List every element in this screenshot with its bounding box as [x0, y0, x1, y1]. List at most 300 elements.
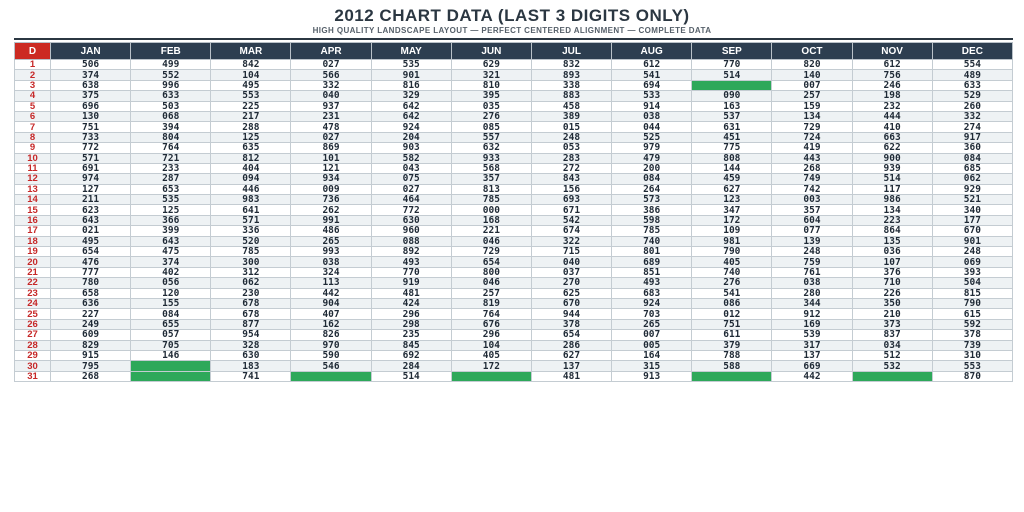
value-cell: 223	[852, 215, 932, 225]
value-cell: 514	[852, 174, 932, 184]
day-label: 19	[15, 247, 51, 257]
value-cell: 104	[451, 340, 531, 350]
day-label: 6	[15, 111, 51, 121]
value-cell: 499	[131, 60, 211, 70]
value-cell: 172	[692, 215, 772, 225]
value-cell: 286	[531, 340, 611, 350]
empty-cell	[291, 371, 371, 381]
day-label: 29	[15, 350, 51, 360]
value-cell: 912	[772, 309, 852, 319]
value-cell: 710	[852, 278, 932, 288]
day-label: 28	[15, 340, 51, 350]
value-cell: 075	[371, 174, 451, 184]
value-cell: 040	[531, 257, 611, 267]
value-cell: 347	[692, 205, 772, 215]
value-cell: 740	[692, 267, 772, 277]
value-cell: 582	[371, 153, 451, 163]
value-cell: 027	[291, 60, 371, 70]
value-cell: 612	[612, 60, 692, 70]
value-cell: 816	[371, 80, 451, 90]
value-cell: 892	[371, 247, 451, 257]
value-cell: 085	[451, 122, 531, 132]
day-label: 7	[15, 122, 51, 132]
value-cell: 539	[772, 330, 852, 340]
value-cell: 257	[451, 288, 531, 298]
value-cell: 283	[531, 153, 611, 163]
value-cell: 328	[211, 340, 291, 350]
value-cell: 721	[131, 153, 211, 163]
value-cell: 156	[531, 184, 611, 194]
value-cell: 249	[51, 319, 131, 329]
value-cell: 546	[291, 361, 371, 371]
value-cell: 038	[612, 111, 692, 121]
value-cell: 843	[531, 174, 611, 184]
value-cell: 924	[612, 298, 692, 308]
value-cell: 084	[932, 153, 1012, 163]
day-label: 26	[15, 319, 51, 329]
value-cell: 568	[451, 163, 531, 173]
value-cell: 163	[692, 101, 772, 111]
value-cell: 419	[772, 143, 852, 153]
value-cell: 140	[772, 70, 852, 80]
value-cell: 084	[612, 174, 692, 184]
table-row	[15, 153, 1013, 163]
value-cell: 248	[772, 247, 852, 257]
value-cell: 121	[291, 163, 371, 173]
value-cell: 979	[612, 143, 692, 153]
table-row	[15, 267, 1013, 277]
value-cell: 012	[692, 309, 772, 319]
value-cell: 883	[531, 91, 611, 101]
value-cell: 296	[451, 330, 531, 340]
value-cell: 537	[692, 111, 772, 121]
value-cell: 504	[932, 278, 1012, 288]
value-cell: 288	[211, 122, 291, 132]
day-label: 11	[15, 163, 51, 173]
day-label: 18	[15, 236, 51, 246]
value-cell: 775	[692, 143, 772, 153]
value-cell: 812	[211, 153, 291, 163]
value-cell: 785	[612, 226, 692, 236]
value-cell: 211	[51, 195, 131, 205]
value-cell: 914	[612, 101, 692, 111]
value-cell: 300	[211, 257, 291, 267]
value-cell: 715	[531, 247, 611, 257]
value-cell: 901	[371, 70, 451, 80]
value-cell: 378	[531, 319, 611, 329]
table-row	[15, 132, 1013, 142]
value-cell: 424	[371, 298, 451, 308]
value-cell: 804	[131, 132, 211, 142]
title-divider	[14, 38, 1013, 40]
value-cell: 357	[772, 205, 852, 215]
value-cell: 046	[451, 236, 531, 246]
value-cell: 671	[531, 205, 611, 215]
value-cell: 733	[51, 132, 131, 142]
table-row	[15, 309, 1013, 319]
value-cell: 627	[531, 350, 611, 360]
value-cell: 749	[772, 174, 852, 184]
table-row	[15, 143, 1013, 153]
value-cell: 038	[772, 278, 852, 288]
table-row	[15, 122, 1013, 132]
empty-cell	[692, 80, 772, 90]
value-cell: 654	[451, 257, 531, 267]
value-cell: 937	[291, 101, 371, 111]
value-cell: 310	[932, 350, 1012, 360]
value-cell: 404	[211, 163, 291, 173]
chart-subtitle: HIGH QUALITY LANDSCAPE LAYOUT — PERFECT CENTERED ALIGNMENT — COMPLETE DATA	[312, 26, 712, 35]
day-label: 14	[15, 195, 51, 205]
value-cell: 761	[772, 267, 852, 277]
value-cell: 043	[371, 163, 451, 173]
month-header-may: MAY	[371, 43, 451, 60]
month-header-mar: MAR	[211, 43, 291, 60]
month-header-jul: JUL	[531, 43, 611, 60]
value-cell: 015	[531, 122, 611, 132]
value-cell: 724	[772, 132, 852, 142]
value-cell: 736	[291, 195, 371, 205]
value-cell: 230	[211, 288, 291, 298]
value-cell: 137	[531, 361, 611, 371]
value-cell: 669	[772, 361, 852, 371]
table-row	[15, 350, 1013, 360]
value-cell: 225	[211, 101, 291, 111]
value-cell: 272	[531, 163, 611, 173]
value-cell: 458	[531, 101, 611, 111]
value-cell: 069	[932, 257, 1012, 267]
value-cell: 820	[772, 60, 852, 70]
month-header-jan: JAN	[51, 43, 131, 60]
value-cell: 257	[772, 91, 852, 101]
month-header-sep: SEP	[692, 43, 772, 60]
day-label: 17	[15, 226, 51, 236]
value-cell: 810	[451, 80, 531, 90]
day-label: 5	[15, 101, 51, 111]
value-cell: 394	[131, 122, 211, 132]
value-cell: 790	[692, 247, 772, 257]
table-row	[15, 70, 1013, 80]
value-cell: 851	[612, 267, 692, 277]
day-label: 9	[15, 143, 51, 153]
value-cell: 553	[211, 91, 291, 101]
value-cell: 159	[772, 101, 852, 111]
empty-cell	[131, 371, 211, 381]
value-cell: 520	[211, 236, 291, 246]
value-cell: 451	[692, 132, 772, 142]
value-cell: 315	[612, 361, 692, 371]
value-cell: 027	[291, 132, 371, 142]
value-cell: 084	[131, 309, 211, 319]
value-cell: 350	[852, 298, 932, 308]
value-cell: 395	[451, 91, 531, 101]
value-cell: 929	[932, 184, 1012, 194]
value-cell: 615	[932, 309, 1012, 319]
value-cell: 109	[692, 226, 772, 236]
value-cell: 248	[531, 132, 611, 142]
value-cell: 525	[612, 132, 692, 142]
value-cell: 641	[211, 205, 291, 215]
value-cell: 630	[211, 350, 291, 360]
value-cell: 446	[211, 184, 291, 194]
value-cell: 172	[451, 361, 531, 371]
value-cell: 062	[932, 174, 1012, 184]
value-cell: 135	[852, 236, 932, 246]
value-cell: 756	[852, 70, 932, 80]
value-cell: 231	[291, 111, 371, 121]
day-label: 20	[15, 257, 51, 267]
table-row	[15, 288, 1013, 298]
day-label: 30	[15, 361, 51, 371]
day-label: 1	[15, 60, 51, 70]
value-cell: 332	[932, 111, 1012, 121]
table-row	[15, 184, 1013, 194]
value-cell: 407	[291, 309, 371, 319]
empty-cell	[692, 371, 772, 381]
value-cell: 232	[852, 101, 932, 111]
value-cell: 654	[51, 247, 131, 257]
value-cell: 062	[211, 278, 291, 288]
value-cell: 678	[211, 309, 291, 319]
value-cell: 924	[371, 122, 451, 132]
value-cell: 795	[51, 361, 131, 371]
value-cell: 226	[852, 288, 932, 298]
value-cell: 532	[852, 361, 932, 371]
month-header-feb: FEB	[131, 43, 211, 60]
value-cell: 374	[131, 257, 211, 267]
value-cell: 336	[211, 226, 291, 236]
value-cell: 035	[451, 101, 531, 111]
value-cell: 077	[772, 226, 852, 236]
value-cell: 643	[131, 236, 211, 246]
value-cell: 981	[692, 236, 772, 246]
value-cell: 960	[371, 226, 451, 236]
day-label: 13	[15, 184, 51, 194]
value-cell: 689	[612, 257, 692, 267]
value-cell: 464	[371, 195, 451, 205]
value-cell: 265	[612, 319, 692, 329]
value-cell: 117	[852, 184, 932, 194]
value-cell: 751	[51, 122, 131, 132]
value-cell: 276	[692, 278, 772, 288]
chart-title: 2012 CHART DATA (LAST 3 DIGITS ONLY)	[334, 6, 690, 25]
table-row	[15, 101, 1013, 111]
value-cell: 268	[51, 371, 131, 381]
value-cell: 904	[291, 298, 371, 308]
value-cell: 800	[451, 267, 531, 277]
value-cell: 155	[131, 298, 211, 308]
table-row	[15, 298, 1013, 308]
value-cell: 265	[291, 236, 371, 246]
table-row	[15, 340, 1013, 350]
month-header-nov: NOV	[852, 43, 932, 60]
value-cell: 837	[852, 330, 932, 340]
table-row	[15, 226, 1013, 236]
value-cell: 296	[371, 309, 451, 319]
value-cell: 772	[51, 143, 131, 153]
table-row	[15, 236, 1013, 246]
month-header-apr: APR	[291, 43, 371, 60]
value-cell: 379	[692, 340, 772, 350]
value-cell: 629	[451, 60, 531, 70]
value-cell: 739	[932, 340, 1012, 350]
value-cell: 663	[852, 132, 932, 142]
table-row	[15, 205, 1013, 215]
value-cell: 402	[131, 267, 211, 277]
value-cell: 741	[211, 371, 291, 381]
value-cell: 481	[531, 371, 611, 381]
table-row	[15, 257, 1013, 267]
value-cell: 633	[131, 91, 211, 101]
value-cell: 200	[612, 163, 692, 173]
month-header-aug: AUG	[612, 43, 692, 60]
day-label: 4	[15, 91, 51, 101]
value-cell: 503	[131, 101, 211, 111]
value-cell: 027	[371, 184, 451, 194]
value-cell: 260	[932, 101, 1012, 111]
value-cell: 627	[692, 184, 772, 194]
day-label: 25	[15, 309, 51, 319]
value-cell: 360	[932, 143, 1012, 153]
value-cell: 264	[612, 184, 692, 194]
value-cell: 764	[131, 143, 211, 153]
value-cell: 696	[51, 101, 131, 111]
value-cell: 654	[531, 330, 611, 340]
value-cell: 094	[211, 174, 291, 184]
value-cell: 512	[852, 350, 932, 360]
table-row	[15, 60, 1013, 70]
value-cell: 554	[932, 60, 1012, 70]
month-header-oct: OCT	[772, 43, 852, 60]
empty-cell	[852, 371, 932, 381]
value-cell: 312	[211, 267, 291, 277]
value-cell: 506	[51, 60, 131, 70]
value-cell: 913	[612, 371, 692, 381]
day-label: 15	[15, 205, 51, 215]
value-cell: 164	[612, 350, 692, 360]
data-table	[14, 42, 1013, 382]
value-cell: 481	[371, 288, 451, 298]
value-cell: 674	[531, 226, 611, 236]
empty-cell	[131, 361, 211, 371]
table-row	[15, 163, 1013, 173]
value-cell: 321	[451, 70, 531, 80]
value-cell: 571	[51, 153, 131, 163]
value-cell: 493	[612, 278, 692, 288]
value-cell: 678	[211, 298, 291, 308]
value-cell: 903	[371, 143, 451, 153]
value-cell: 658	[51, 288, 131, 298]
value-cell: 877	[211, 319, 291, 329]
value-cell: 444	[852, 111, 932, 121]
value-cell: 742	[772, 184, 852, 194]
table-row	[15, 111, 1013, 121]
value-cell: 405	[451, 350, 531, 360]
value-cell: 104	[211, 70, 291, 80]
value-cell: 590	[291, 350, 371, 360]
value-cell: 566	[291, 70, 371, 80]
value-cell: 357	[451, 174, 531, 184]
value-cell: 040	[291, 91, 371, 101]
value-cell: 636	[51, 298, 131, 308]
value-cell: 366	[131, 215, 211, 225]
value-cell: 068	[131, 111, 211, 121]
value-cell: 986	[852, 195, 932, 205]
value-cell: 685	[932, 163, 1012, 173]
value-cell: 815	[932, 288, 1012, 298]
value-cell: 183	[211, 361, 291, 371]
value-cell: 535	[131, 195, 211, 205]
value-cell: 832	[531, 60, 611, 70]
value-cell: 442	[291, 288, 371, 298]
value-cell: 373	[852, 319, 932, 329]
table-row	[15, 195, 1013, 205]
value-cell: 633	[932, 80, 1012, 90]
value-cell: 703	[612, 309, 692, 319]
value-cell: 134	[772, 111, 852, 121]
value-cell: 777	[51, 267, 131, 277]
value-cell: 270	[531, 278, 611, 288]
value-cell: 120	[131, 288, 211, 298]
value-cell: 991	[291, 215, 371, 225]
value-cell: 944	[531, 309, 611, 319]
value-cell: 751	[692, 319, 772, 329]
value-cell: 298	[371, 319, 451, 329]
value-cell: 655	[131, 319, 211, 329]
value-cell: 393	[932, 267, 1012, 277]
table-row	[15, 174, 1013, 184]
day-label: 8	[15, 132, 51, 142]
value-cell: 612	[852, 60, 932, 70]
value-cell: 780	[51, 278, 131, 288]
value-cell: 829	[51, 340, 131, 350]
value-cell: 227	[51, 309, 131, 319]
value-cell: 021	[51, 226, 131, 236]
table-row	[15, 361, 1013, 371]
value-cell: 410	[852, 122, 932, 132]
value-cell: 168	[451, 215, 531, 225]
table-row	[15, 80, 1013, 90]
value-cell: 198	[852, 91, 932, 101]
value-cell: 691	[51, 163, 131, 173]
value-cell: 338	[531, 80, 611, 90]
value-cell: 486	[291, 226, 371, 236]
day-label: 3	[15, 80, 51, 90]
value-cell: 123	[692, 195, 772, 205]
day-label: 21	[15, 267, 51, 277]
value-cell: 235	[371, 330, 451, 340]
value-cell: 611	[692, 330, 772, 340]
table-row	[15, 371, 1013, 381]
value-cell: 692	[371, 350, 451, 360]
value-cell: 003	[772, 195, 852, 205]
value-cell: 521	[932, 195, 1012, 205]
value-cell: 842	[211, 60, 291, 70]
value-cell: 329	[371, 91, 451, 101]
value-cell: 322	[531, 236, 611, 246]
value-cell: 053	[531, 143, 611, 153]
value-cell: 217	[211, 111, 291, 121]
table-row	[15, 319, 1013, 329]
value-cell: 901	[932, 236, 1012, 246]
value-cell: 495	[51, 236, 131, 246]
value-cell: 893	[531, 70, 611, 80]
day-label: 2	[15, 70, 51, 80]
value-cell: 533	[612, 91, 692, 101]
value-cell: 630	[371, 215, 451, 225]
day-label: 23	[15, 288, 51, 298]
day-label: 24	[15, 298, 51, 308]
